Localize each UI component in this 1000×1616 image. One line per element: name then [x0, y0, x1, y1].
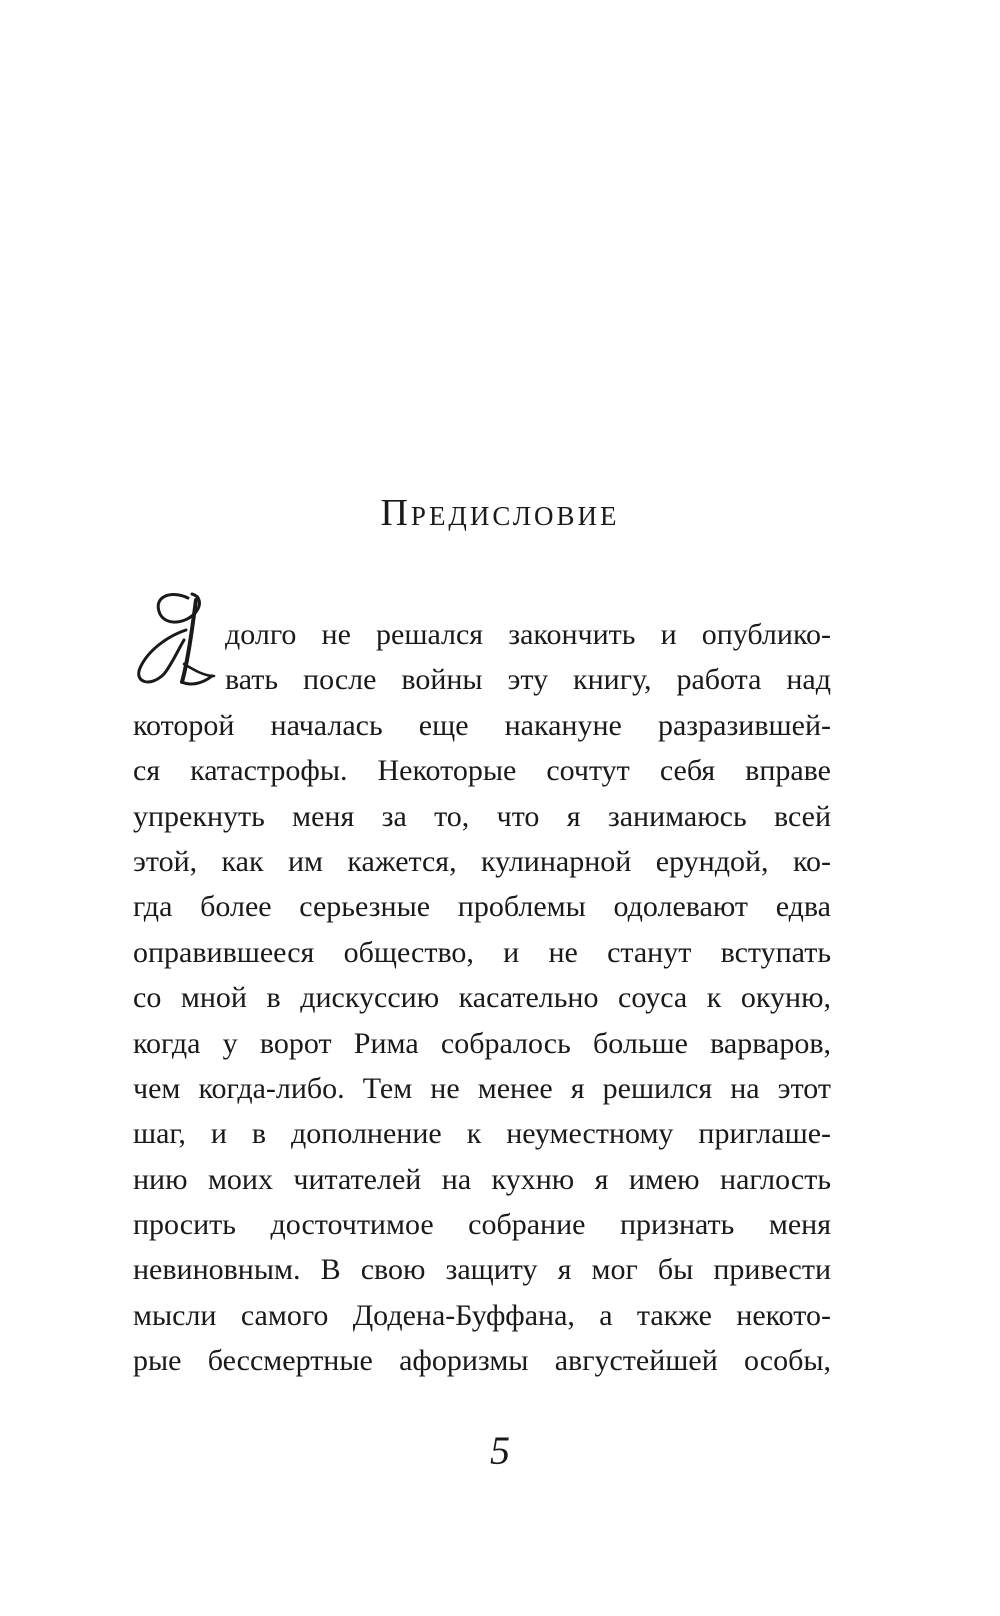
text-line: этой, как им кажется, кулинарной ерундой, ко-	[133, 844, 831, 878]
text-line: вать после войны эту книгу, работа над	[225, 663, 831, 697]
text-line: ся катастрофы. Некоторые сочтут себя вправе	[133, 754, 831, 788]
page-number: 5	[490, 1428, 510, 1473]
text-line: которой началась еще накануне разразившей-	[133, 708, 831, 742]
text-line: мысли самого Додена-Буффана, а также некото-	[133, 1298, 831, 1332]
text-line: просить досточтимое собрание признать меня	[133, 1208, 831, 1242]
text-line: со мной в дискуссию касательно соуса к окуню,	[133, 981, 831, 1015]
text-line: гда более серьезные проблемы одолевают едва	[133, 890, 831, 924]
text-line: шаг, и в дополнение к неуместному приглаше-	[133, 1117, 831, 1151]
text-line: оправившееся общество, и не станут вступать	[133, 935, 831, 969]
text-line: невиновным. В свою защиту я мог бы привести	[133, 1253, 831, 1287]
text-line: рые бессмертные афоризмы августейшей особы,	[133, 1344, 831, 1378]
text-line: когда у ворот Рима собралось больше варваров,	[133, 1026, 831, 1060]
text-line: чем когда-либо. Тем не менее я решился на этот	[133, 1071, 831, 1105]
chapter-heading: Предисловие	[380, 492, 620, 534]
body-paragraph	[133, 612, 831, 1384]
text-line: упрекнуть меня за то, что я занимаюсь всей	[133, 799, 831, 833]
text-line: нию моих читателей на кухню я имею наглость	[133, 1162, 831, 1196]
text-line: долго не решался закончить и опублико-	[225, 618, 831, 651]
